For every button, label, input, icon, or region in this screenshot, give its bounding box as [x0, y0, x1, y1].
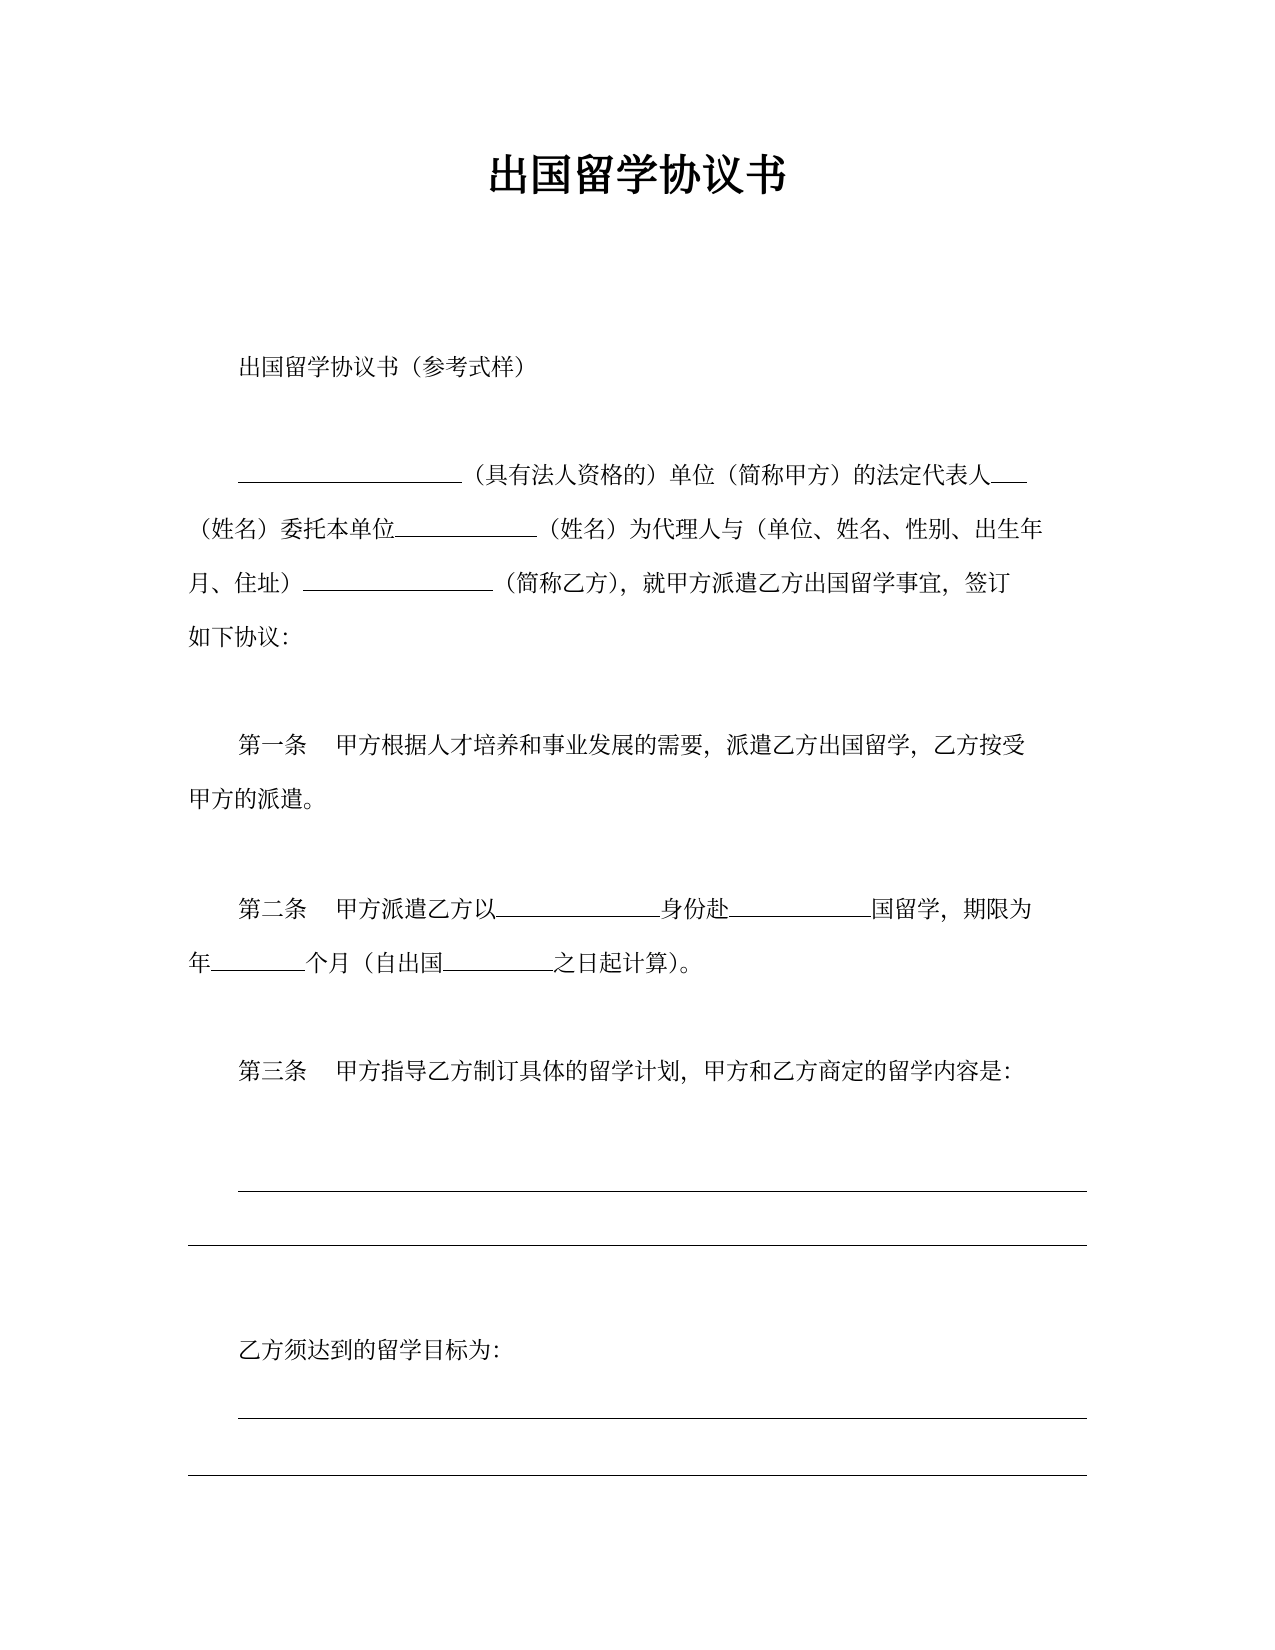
preamble-line-3 [188, 568, 1011, 600]
study-content-blank-line-2[interactable] [188, 1245, 1087, 1246]
preamble-text-1a: （具有法人资格的）单位（简称甲方）的法定代表人 [462, 463, 991, 489]
study-content-blank-line-1[interactable] [238, 1191, 1087, 1192]
goal-blank-line-1[interactable] [238, 1418, 1087, 1419]
preamble-text-2a: （姓名）委托本单位 [188, 517, 395, 543]
article-2-text-1a: 甲方派遣乙方以 [335, 897, 496, 923]
article-1-text-1: 甲方根据人才培养和事业发展的需要，派遣乙方出国留学，乙方按受 [335, 733, 1025, 759]
article-2-text-2b: 个月（自出国 [305, 951, 443, 977]
article-3-line-1 [238, 1056, 1025, 1088]
preamble-text-3a: 月、住址） [188, 571, 303, 597]
document-title: 出国留学协议书 [486, 151, 788, 200]
article-1-label: 第一条 [238, 733, 307, 759]
blank-status[interactable] [496, 894, 660, 917]
preamble-line-2 [188, 514, 1043, 546]
article-1-line-2: 甲方的派遣。 [188, 787, 326, 813]
preamble-text-3b: （简称乙方），就甲方派遣乙方出国留学事宜，签订 [493, 571, 1011, 597]
article-3-label: 第三条 [238, 1059, 307, 1085]
blank-agent-name[interactable] [395, 514, 537, 537]
article-2-text-1b: 身份赴 [660, 897, 729, 923]
blank-country[interactable] [729, 894, 871, 917]
article-2-text-1c: 国留学，期限为 [871, 897, 1032, 923]
blank-legal-rep[interactable] [991, 460, 1027, 483]
goal-blank-line-2[interactable] [188, 1475, 1087, 1476]
blank-employer-unit[interactable] [238, 460, 462, 483]
blank-months[interactable] [211, 948, 305, 971]
preamble-line-1 [238, 460, 1027, 492]
preamble-text-2b: （姓名）为代理人与（单位、姓名、性别、出生年 [537, 517, 1043, 543]
article-3-text-1: 甲方指导乙方制订具体的留学计划，甲方和乙方商定的留学内容是： [335, 1059, 1025, 1085]
article-2-line-2 [188, 948, 703, 980]
blank-party-b-info[interactable] [303, 568, 493, 591]
article-2-text-2c: 之日起计算）。 [553, 951, 703, 977]
preamble-line-4: 如下协议： [188, 625, 303, 651]
article-2-text-2a: 年 [188, 951, 211, 977]
article-2-line-1 [238, 894, 1032, 926]
article-1-line-1 [238, 730, 1025, 762]
goal-label: 乙方须达到的留学目标为： [238, 1338, 514, 1364]
document-subtitle: 出国留学协议书（参考式样） [238, 355, 537, 381]
article-2-label: 第二条 [238, 897, 307, 923]
blank-departure-date[interactable] [443, 948, 553, 971]
